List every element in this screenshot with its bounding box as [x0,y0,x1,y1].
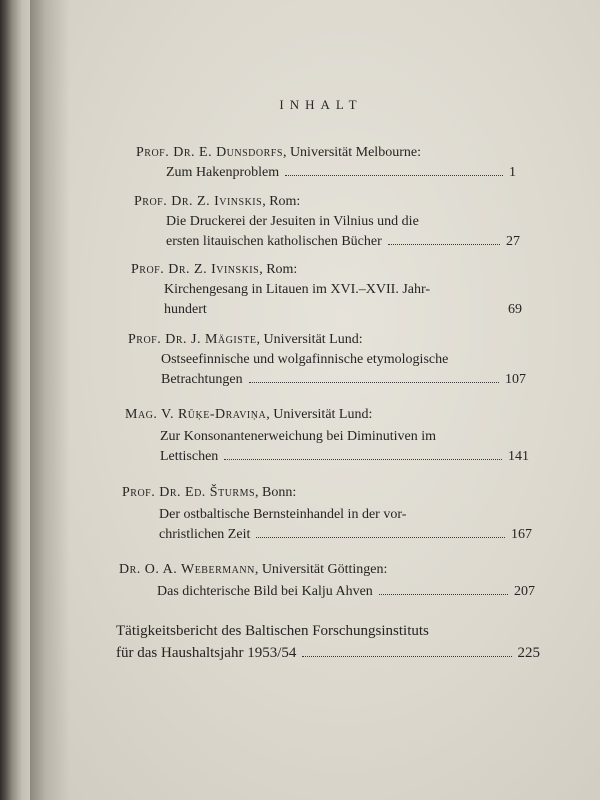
dot-leader [388,244,500,245]
author-affiliation: , Universität Lund: [266,407,373,422]
toc-page-number: 141 [508,449,529,464]
toc-page-number: 1 [509,165,516,180]
toc-page-number: 107 [505,372,526,387]
toc-title-last-line [161,370,526,390]
toc-title-last-line [159,525,532,545]
toc-author [125,405,529,425]
toc-entry [119,560,535,599]
toc-author [119,560,535,580]
dot-leader [224,459,502,460]
toc-title-line: Die Druckerei der Jesuiten in Vilnius und die [166,214,419,229]
toc-entry [122,483,532,542]
toc-entry [128,330,526,387]
dot-leader [256,537,505,538]
toc-title [164,280,522,320]
dot-leader [379,594,508,595]
toc-title-line: Das dichterische Bild bei Kalju Ahven [157,584,373,599]
toc-author [136,143,516,163]
author-affiliation: , Universität Melbourne: [282,145,421,160]
author-affiliation: , Rom: [262,194,301,209]
toc-title-line: christlichen Zeit [159,527,251,542]
toc-page-number: 207 [514,584,535,599]
toc-title-line: Lettischen [160,449,219,464]
author-name: Dr. O. A. Webermann [119,562,255,577]
dot-leader [249,382,499,383]
toc-entry [136,143,516,180]
toc-title-line: Tätigkeitsbericht des Baltischen Forschungsinstituts [116,623,429,639]
toc-title-line: Betrachtungen [161,372,243,387]
toc-title-last-line [166,163,516,183]
toc-title-line: Zur Konsonantenerweichung bei Diminutiven im [160,429,437,444]
toc-author [131,260,523,280]
toc-title-line: für das Haushaltsjahr 1953/54 [116,645,297,661]
toc-title-last-line [157,582,535,602]
toc-title [157,582,535,602]
author-name: Prof. Dr. Ed. Šturms [122,485,256,500]
page-gutter-shadow [30,0,70,800]
toc-title-line: Der ostbaltische Bernsteinhandel in der vor- [159,507,407,522]
toc-entry [116,620,540,664]
toc-entry [134,192,520,249]
toc-author [134,192,520,212]
toc-page-number: 27 [506,234,520,249]
author-affiliation: , Rom: [259,262,298,277]
toc-page-number: 167 [511,527,532,542]
author-name: Prof. Dr. Z. Ivinskis [131,262,260,277]
toc-title-last-line [160,447,529,467]
author-name: Mag. V. Rūķe-Draviņa [125,407,267,422]
author-affiliation: , Universität Lund: [256,332,363,347]
toc-author [128,330,526,350]
toc-title-last-line [164,300,522,320]
toc-title-line: Ostseefinnische und wolgafinnische etymologische [161,352,449,367]
toc-title-line: hundert [164,302,207,317]
toc-title [166,163,516,183]
toc-title-line: ersten litauischen katholischen Bücher [166,234,382,249]
author-name: Prof. Dr. Z. Ivinskis [134,194,263,209]
author-name: Prof. Dr. J. Mägiste [128,332,257,347]
toc-author [122,483,532,503]
dot-leader [302,656,511,657]
toc-title-line: Zum Hakenproblem [166,165,280,180]
book-page [30,0,600,800]
toc-title [161,350,526,390]
toc-title [166,212,520,252]
page-heading: INHALT [279,97,363,112]
toc-title-line: Kirchengesang in Litauen im XVI.–XVII. Jahr- [164,282,431,297]
toc-entry [131,260,523,317]
author-name: Prof. Dr. E. Dunsdorfs [136,145,283,160]
author-affiliation: , Universität Göttingen: [254,562,388,577]
toc-entry [125,405,529,464]
toc-page-number: 225 [517,645,540,661]
dot-leader [285,175,503,176]
author-affiliation: , Bonn: [255,485,297,500]
toc-title [160,427,529,467]
toc-title-last-line [166,232,520,252]
toc-title-last-line [116,642,540,664]
toc-page-number: 69 [508,302,522,317]
toc-title [159,505,532,545]
